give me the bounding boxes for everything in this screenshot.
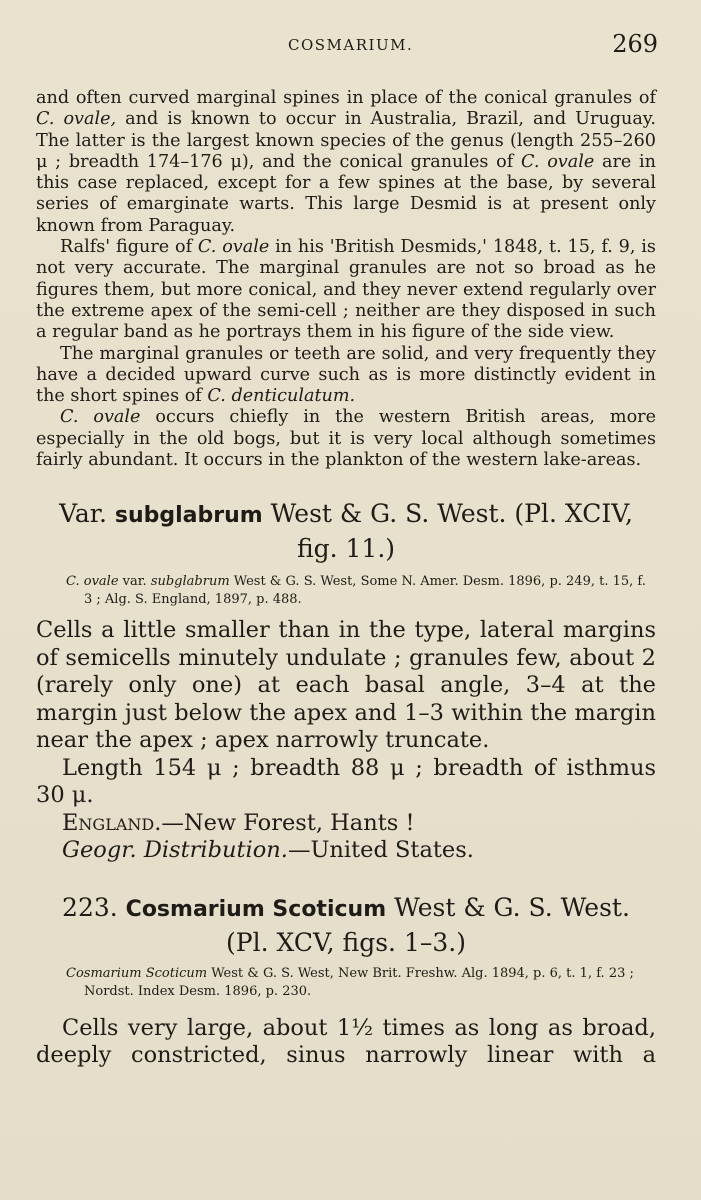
- variety-body: [36, 617, 656, 865]
- variety-measurements: Length 154 μ ; breadth 88 μ ; breadth of isthmus 30 μ.: [36, 754, 656, 809]
- species-body: [36, 1015, 656, 1070]
- running-title: COSMARIUM.: [288, 36, 414, 54]
- variety-description: Cells a little smaller than in the type, lateral margins of semicells minutely undulate ; granules few, about 2 (rarely only one) at each basal angle, 3–4 at the margin just below the apex and 1–3 within the margin near the apex ; apex narrowly truncate.: [36, 617, 656, 754]
- variety-entry: [36, 497, 656, 865]
- variety-synonymy: C. ovale var. subglabrum West & G. S. West, Some N. Amer. Desm. 1896, p. 249, t. 15, f. 3 ; Alg. S. England, 1897, p. 488.: [66, 574, 646, 608]
- species-description: Cells very large, about 1½ times as long as broad, deeply constricted, sinus narrowly linear with a: [36, 1014, 656, 1069]
- continued-discussion: [36, 88, 656, 471]
- species-plate: (Pl. XCV, figs. 1–3.): [226, 927, 466, 957]
- species-heading: 223. Cosmarium Scoticum West & G. S. West. (Pl. XCV, figs. 1–3.): [62, 892, 630, 957]
- page-header: [0, 30, 701, 62]
- paragraph-australia-paraguay: and often curved marginal spines in place of the conical granules of C. ovale, and is known to occur in Australia, Brazil, and Uruguay. The latter is the largest known species of the genus (length 255–260 μ ; breadth 174–176 μ), and the conical granules of C. ovale are in this case replaced, except for a few spines at the base, by several series of emarginate warts. This large Desmid is at present only known from Paraguay.: [36, 88, 657, 236]
- variety-locality: England.—New Forest, Hants !: [62, 809, 415, 836]
- body-text: [36, 88, 656, 1070]
- species-entry: [36, 891, 656, 1070]
- paragraph-marginal-granules: The marginal granules or teeth are solid, and very frequently they have a decided upward curve such as is more distinctly evident in the short spines of C. denticulatum.: [36, 343, 656, 407]
- variety-heading: Var. subglabrum West & G. S. West. (Pl. XCIV, fig. 11.): [59, 499, 633, 564]
- species-synonymy: Cosmarium Scoticum West & G. S. West, New Brit. Freshw. Alg. 1894, p. 6, t. 1, f. 23 ; Nordst. Index Desm. 1896, p. 230.: [66, 965, 634, 999]
- variety-distribution: Geogr. Distribution.—United States.: [62, 837, 474, 864]
- paragraph-distribution: C. ovale occurs chiefly in the western British areas, more especially in the old bogs, but it is very local although sometimes fairly abundant. It occurs in the plankton of the western lake-areas.: [36, 407, 656, 471]
- page-number: 269: [612, 30, 658, 58]
- paragraph-ralfs-figure: Ralfs' figure of C. ovale in his 'British Desmids,' 1848, t. 15, f. 9, is not very accurate. The marginal granules are not so broad as he figures them, but more conical, and they never extend regularly over the extreme apex of the semi-cell ; neither are they disposed in such a regular band as he portrays them in his figure of the side view.: [36, 237, 656, 343]
